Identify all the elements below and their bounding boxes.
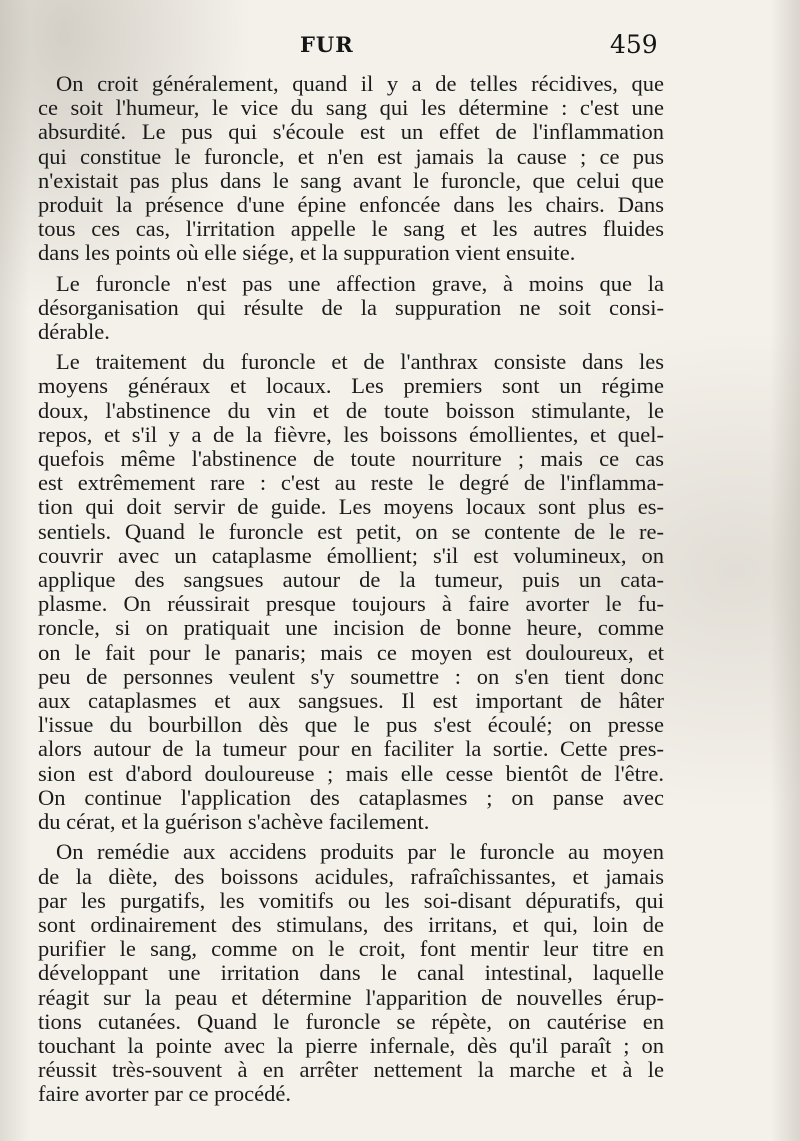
- text-line: développant une irritation dans le canal intestinal, laquelle: [38, 960, 664, 986]
- text-line: On continue l'application des cataplasmes ; on panse avec: [38, 784, 664, 810]
- text-line: Le traitement du furoncle et de l'anthrax consiste dans les: [56, 349, 664, 375]
- paragraph: [38, 72, 664, 266]
- paragraph: [38, 840, 664, 1106]
- text-line: touchant la pointe avec la pierre infernale, dès qu'il paraît ; on: [38, 1032, 664, 1058]
- text-line: réagit sur la peau et détermine l'apparition de nouvelles érup-: [38, 984, 664, 1010]
- text-line: repos, et s'il y a de la fièvre, les boissons émollientes, et quel-: [38, 421, 664, 447]
- text-line: couvrir avec un cataplasme émollient; s'il est volumineux, on: [38, 542, 664, 568]
- text-line: dans les points où elle siége, et la suppuration vient ensuite.: [38, 240, 576, 266]
- text-line: qui constitue le furoncle, et n'en est jamais la cause ; ce pus: [38, 143, 664, 169]
- text-line: alors autour de la tumeur pour en faciliter la sortie. Cette pres-: [38, 736, 664, 762]
- paragraph: [38, 272, 664, 345]
- text-line: ce soit l'humeur, le vice du sang qui les détermine : c'est une: [38, 95, 664, 121]
- text-line: doux, l'abstinence du vin et de toute boisson stimulante, le: [38, 397, 664, 423]
- text-line: tion qui doit servir de guide. Les moyens locaux sont plus es-: [38, 494, 664, 520]
- body-text: [38, 72, 664, 1113]
- text-line: réussit très-souvent à en arrêter nettement la marche et à le: [38, 1057, 664, 1083]
- text-line: par les purgatifs, les vomitifs ou les soi-disant dépuratifs, qui: [38, 887, 664, 913]
- text-line: tous ces cas, l'irritation appelle le sang et les autres fluides: [38, 216, 664, 242]
- text-line: On remédie aux accidens produits par le furoncle au moyen: [56, 839, 664, 865]
- text-line: de la diète, des boissons acidules, rafraîchissantes, et jamais: [38, 863, 664, 889]
- text-line: l'issue du bourbillon dès que le pus s'est écoulé; on presse: [38, 712, 664, 738]
- text-line: On croit généralement, quand il y a de telles récidives, que: [56, 71, 664, 96]
- text-line: est extrêmement rare : c'est au reste le degré de l'inflamma-: [38, 470, 664, 496]
- text-line: Le furoncle n'est pas une affection grave, à moins que la: [56, 270, 664, 296]
- page-number: 459: [610, 30, 658, 59]
- text-line: moyens généraux et locaux. Les premiers sont un régime: [38, 373, 664, 399]
- text-line: sion est d'abord douloureuse ; mais elle cesse bientôt de l'être.: [38, 760, 664, 786]
- text-line: sont ordinairement des stimulans, des irritans, et qui, loin de: [38, 911, 664, 937]
- text-line: peu de personnes veulent s'y soumettre : on s'en tient donc: [38, 663, 664, 689]
- text-line: absurdité. Le pus qui s'écoule est un effet de l'inflammation: [38, 119, 664, 145]
- text-line: désorganisation qui résulte de la suppuration ne soit consi-: [38, 294, 664, 320]
- text-line: n'existait pas plus dans le sang avant le furoncle, que celui que: [38, 167, 664, 193]
- text-line: sentiels. Quand le furoncle est petit, on se contente de le re-: [38, 518, 664, 544]
- text-line: du cérat, et la guérison s'achève facilement.: [38, 809, 430, 835]
- text-line: on le fait pour le panaris; mais ce moyen est douloureux, et: [38, 639, 664, 665]
- text-line: dérable.: [38, 319, 110, 345]
- text-line: plasme. On réussirait presque toujours à faire avorter le fu-: [38, 591, 664, 617]
- text-line: quefois même l'abstinence de toute nourriture ; mais ce cas: [38, 446, 664, 472]
- text-line: produit la présence d'une épine enfoncée dans les chairs. Dans: [38, 192, 664, 218]
- running-head: FUR: [300, 32, 354, 57]
- text-line: applique des sangsues autour de la tumeur, puis un cata-: [38, 567, 664, 593]
- text-line: tions cutanées. Quand le furoncle se répète, on cautérise en: [38, 1008, 664, 1034]
- paragraph: [38, 350, 664, 834]
- text-line: purifier le sang, comme on le croit, font mentir leur titre en: [38, 936, 664, 962]
- text-line: roncle, si on pratiquait une incision de bonne heure, comme: [38, 615, 664, 641]
- text-line: aux cataplasmes et aux sangsues. Il est important de hâter: [38, 688, 664, 714]
- text-line: faire avorter par ce procédé.: [38, 1081, 291, 1107]
- page-header: [0, 28, 800, 68]
